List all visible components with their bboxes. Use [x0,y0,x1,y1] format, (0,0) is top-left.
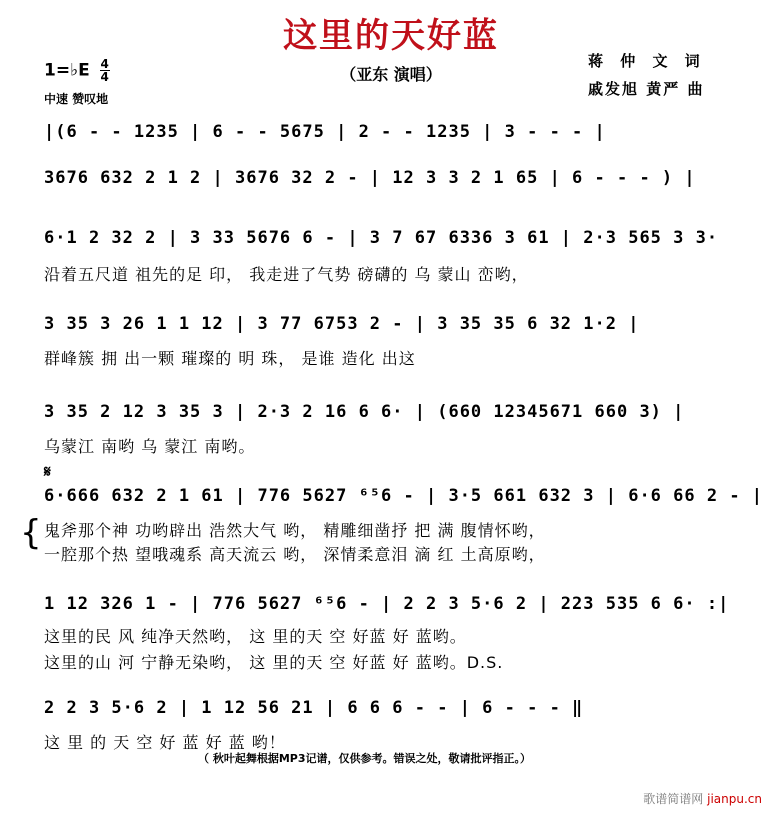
time-signature [100,58,110,83]
song-title: 这里的天好蓝 [283,16,499,56]
staff-line-4: 3 35 3 26 1 1 12 | 3 77 6753 2 - | 3 35 35 6 32 1·2 | [44,314,640,334]
lyric-line-2: 群峰簇 拥 出一颗 璀璨的 明 珠， 是谁 造化 出这 [44,349,416,368]
lyric-line-8: 这 里 的 天 空 好 蓝 好 蓝 哟！ [44,733,286,752]
transcription-footnote: （ 秋叶起舞根据MP3记谱，仅供参考。错误之处，敬请批评指正。） [198,752,531,765]
staff-line-1: |(6 - - 1235 | 6 - - 5675 | 2 - - 1235 | 3 - - - | [44,122,606,142]
time-denominator: 4 [100,70,109,84]
lyric-line-4: 鬼斧那个神 功哟辟出 浩然大气 哟， 精雕细凿抒 把 满 腹情怀哟， [44,521,546,540]
verse-brace: { [20,513,42,553]
staff-line-8: 2 2 3 5·6 2 | 1 12 56 21 | 6 6 6 - - | 6 - - - ‖ [44,698,584,718]
staff-line-6: 6·666 632 2 1 61 | 776 5627 ⁶⁵6 - | 3·5 661 632 3 | 6·6 66 2 - | [44,486,764,506]
lyric-line-7: 这里的山 河 宁静无染哟， 这 里的天 空 好蓝 好 蓝哟。D.S. [44,653,504,672]
staff-line-3: 6·1 2 32 2 | 3 33 5676 6 - | 3 7 67 6336 3 61 | 2·3 565 3 3· [44,228,719,248]
lyric-line-1: 沿着五尺道 祖先的足 印， 我走进了气势 磅礴的 乌 蒙山 峦哟， [44,265,529,284]
lyric-line-5: 一腔那个热 望哦魂系 高天流云 哟， 深情柔意泪 滴 红 土高原哟， [44,545,546,564]
tempo-marking: 中速 赞叹地 [44,92,109,106]
time-numerator: 4 [100,57,109,71]
lyric-line-6: 这里的民 风 纯净天然哟， 这 里的天 空 好蓝 好 蓝哟。 [44,627,467,646]
key-signature [44,58,110,83]
singer-credit: （亚东 演唱） [340,65,442,84]
staff-line-7: 1 12 326 1 - | 776 5627 ⁶⁵6 - | 2 2 3 5·6 2 | 223 535 6 6· :| [44,594,730,614]
watermark-url: jianpu.cn [707,792,762,806]
staff-line-5: 3 35 2 12 3 35 3 | 2·3 2 16 6 6· | (660 12345671 660 3) | [44,402,685,422]
lyric-line-3: 乌蒙江 南哟 乌 蒙江 南哟。 [44,437,256,456]
lyricist-credit: 蒋 仲 文 词 [588,52,706,70]
staff-line-2: 3676 632 2 1 2 | 3676 32 2 - | 12 3 3 2 1 65 | 6 - - - ) | [44,168,696,188]
composer-credit: 戚发旭 黄严 曲 [588,80,705,98]
key-label: 1=♭E [44,60,90,81]
watermark-text: 歌谱简谱网 [643,792,704,806]
segno-sign: 𝄋 [44,462,51,481]
site-watermark [643,790,762,807]
